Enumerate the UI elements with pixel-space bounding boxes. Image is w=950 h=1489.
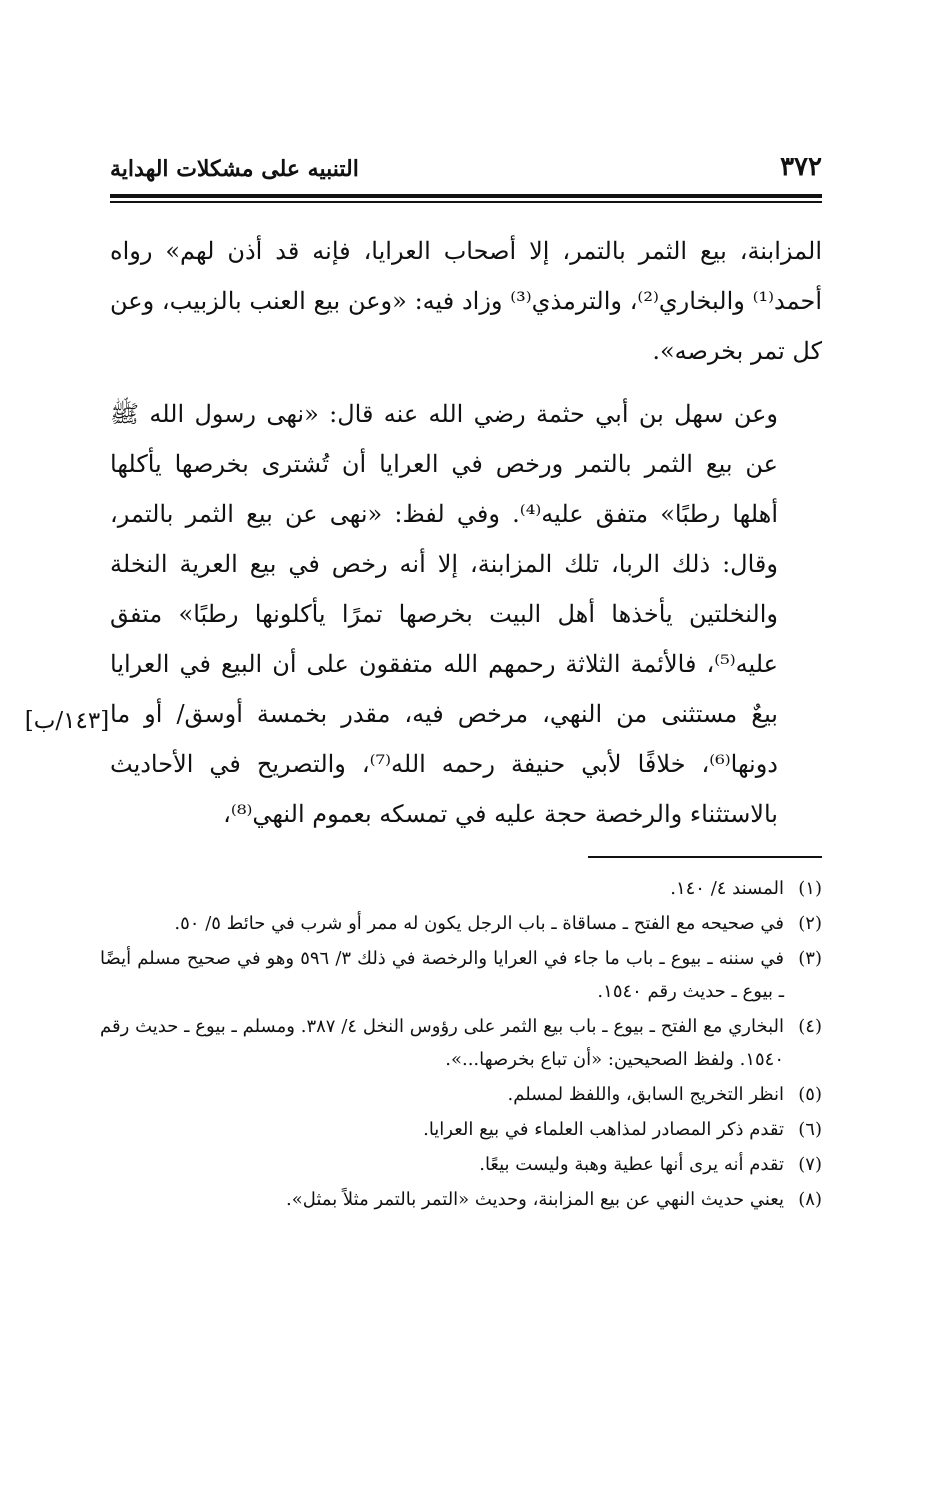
manuscript-folio-marker: [١٤٣/ب] <box>24 708 110 734</box>
paragraph: المزابنة، بيع الثمر بالتمر، إلا أصحاب العرايا، فإنه قد أذن لهم» رواه أحمد⁽¹⁾ والبخاري⁽²⁾، والترمذي⁽³⁾ وزاد فيه: «وعن بيع العنب بالزبيب، وعن كل تمر بخرصه». <box>110 237 822 365</box>
footnote-number: (١) <box>798 878 822 899</box>
footnote-number: (٨) <box>798 1189 822 1210</box>
running-title: التنبيه على مشكلات الهداية <box>110 156 359 182</box>
footnote-number: (٣) <box>798 948 822 969</box>
main-text <box>110 226 822 839</box>
footnote-text: البخاري مع الفتح ـ بيوع ـ باب بيع الثمر على رؤوس النخل ٤/ ٣٨٧. ومسلم ـ بيوع ـ حديث رقم ١٥٤٠. ولفظ الصحيحين: «أن تباع بخرصها...». <box>100 1016 784 1070</box>
page-number: ٣٧٢ <box>780 152 822 182</box>
paragraph: وعن سهل بن أبي حثمة رضي الله عنه قال: «نهى رسول الله ﷺ عن بيع الثمر بالتمر ورخص في العرايا أن تُشترى بخرصها يأكلها أهلها رطبًا» متفق عليه⁽⁴⁾. وفي لفظ: «نهى عن بيع الثمر بالتمر، وقال: ذلك الربا، تلك المزابنة، إلا أنه رخص في بيع العرية النخلة والنخلتين يأخذها أهل البيت بخرصها تمرًا يأكلونها رطبًا» متفق عليه⁽⁵⁾، فالأئمة الثلاثة رحمهم الله متفقون على أن البيع في العرايا بيعٌ مستثنى من النهي، مرخص فيه، مقدر بخمسة أوسق/ أو ما دونها⁽⁶⁾، خلافًا لأبي حنيفة رحمه الله⁽⁷⁾، والتصريح في الأحاديث بالاستثناء والرخصة حجة عليه في تمسكه بعموم النهي⁽⁸⁾، <box>110 400 779 828</box>
footnote-text: المسند ٤/ ١٤٠. <box>670 878 784 899</box>
footnote <box>110 1078 822 1111</box>
footnote-number: (٢) <box>798 913 822 934</box>
footnote-text: انظر التخريج السابق، واللفظ لمسلم. <box>507 1084 784 1105</box>
footnote <box>110 907 822 940</box>
header-rule-thick <box>110 194 822 198</box>
footnote-text: يعني حديث النهي عن بيع المزابنة، وحديث «التمر بالتمر مثلاً بمثل». <box>285 1189 784 1210</box>
footnote-text: في صحيحه مع الفتح ـ مساقاة ـ باب الرجل يكون له ممر أو شرب في حائط ٥/ ٥٠. <box>174 913 784 934</box>
page-header <box>110 150 822 190</box>
footnote-number: (٧) <box>798 1154 822 1175</box>
footnote <box>110 1148 822 1181</box>
footnote <box>100 1010 822 1076</box>
footnote-text: تقدم أنه يرى أنها عطية وهبة وليست بيعًا. <box>479 1154 784 1175</box>
footnote <box>110 872 822 905</box>
footnote-text: تقدم ذكر المصادر لمذاهب العلماء في بيع العرايا. <box>423 1119 784 1140</box>
footnote-number: (٤) <box>798 1016 822 1037</box>
footnote <box>100 942 822 1008</box>
footnote <box>110 1113 822 1146</box>
header-rule-thin <box>110 201 822 203</box>
footnote-text: في سننه ـ بيوع ـ باب ما جاء في العرايا والرخصة في ذلك ٣/ ٥٩٦ وهو في صحيح مسلم أيضًا ـ بيوع ـ حديث رقم ١٥٤٠. <box>100 948 784 1002</box>
footnotes <box>100 872 822 1218</box>
footnote-number: (٥) <box>798 1084 822 1105</box>
footnote <box>110 1183 822 1216</box>
footnote-separator <box>588 856 822 858</box>
footnote-number: (٦) <box>798 1119 822 1140</box>
